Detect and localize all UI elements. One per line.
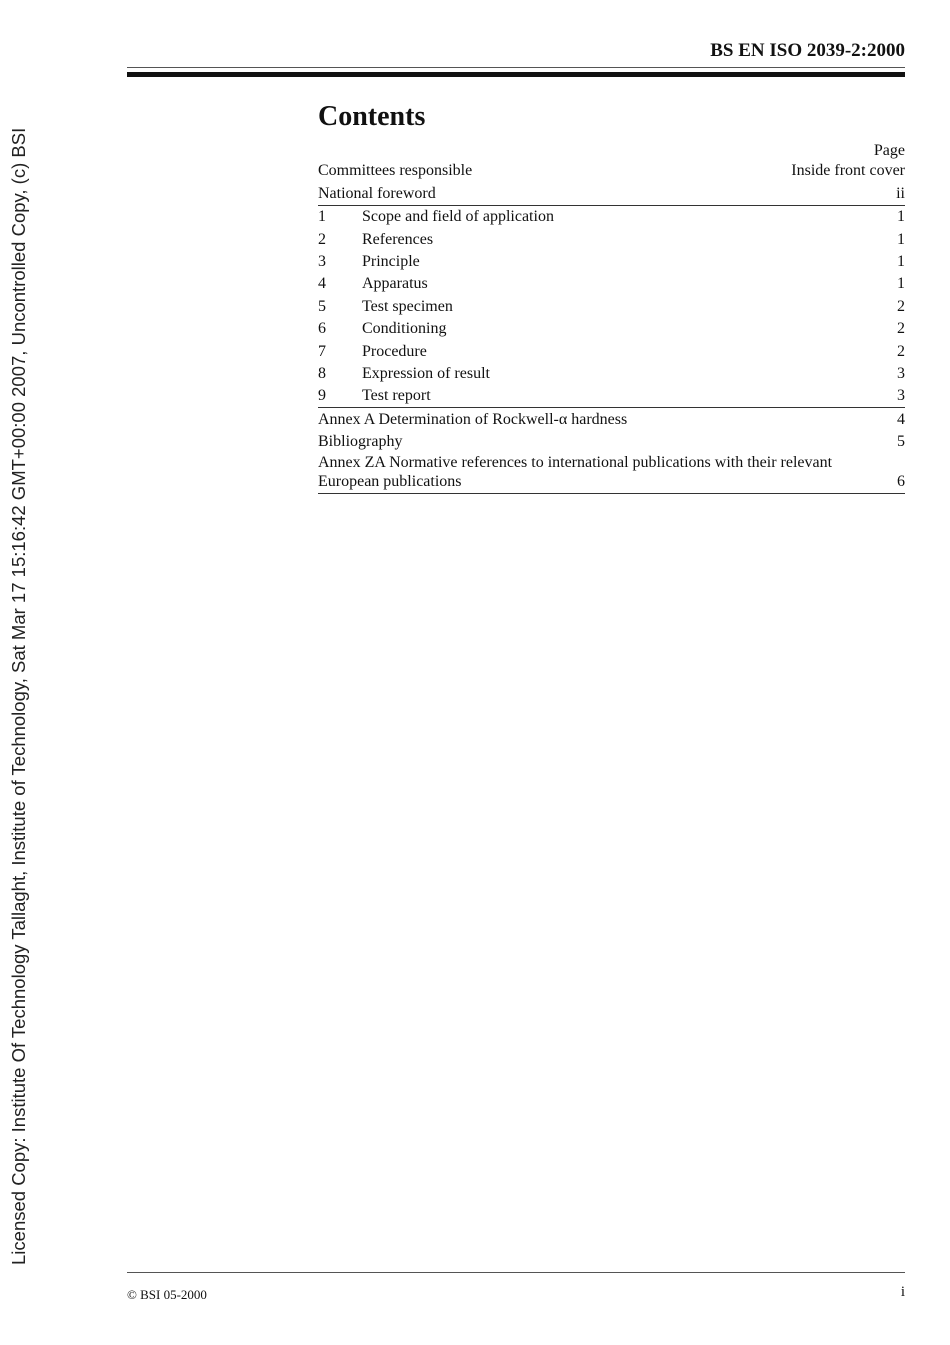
toc-section-page: 1 [897, 275, 905, 293]
table-of-contents [318, 142, 905, 494]
page-number: i [900, 1284, 905, 1300]
toc-section-label: Principle [362, 252, 420, 270]
toc-section-label: References [362, 230, 434, 248]
toc-section-5[interactable] [318, 295, 905, 317]
copyright-notice: © BSI 05-2000 [127, 1287, 207, 1302]
toc-section-label: Procedure [362, 342, 427, 360]
toc-section-7[interactable] [318, 340, 905, 362]
toc-section-4[interactable] [318, 273, 905, 295]
toc-section-number: 4 [318, 275, 326, 293]
toc-section-number: 6 [318, 320, 326, 338]
header-rule-thick [127, 72, 905, 77]
toc-entry-page: 4 [897, 410, 905, 428]
toc-section-page: 2 [897, 320, 905, 338]
toc-section-label: Scope and field of application [362, 208, 554, 226]
toc-section-number: 5 [318, 297, 326, 315]
toc-entry-page: 5 [897, 433, 905, 451]
toc-section-page: 3 [897, 364, 905, 382]
toc-section-page: 2 [897, 297, 905, 315]
toc-section-page: 1 [897, 230, 905, 248]
toc-entry-page: 6 [897, 473, 905, 491]
toc-section-number: 8 [318, 364, 326, 382]
toc-entry-label: Annex ZA Normative references to international publications with their relevant European publications [318, 454, 833, 491]
toc-section-label: Apparatus [362, 275, 428, 293]
toc-entry-national-foreword[interactable] [318, 182, 905, 205]
toc-section-page: 2 [897, 342, 905, 360]
toc-entry-annex-a[interactable] [318, 408, 905, 430]
header-rule-thin [127, 67, 905, 68]
toc-entry-committees[interactable] [318, 160, 905, 182]
toc-section-label: Test specimen [362, 297, 453, 315]
toc-section-3[interactable] [318, 251, 905, 273]
toc-section-number: 7 [318, 342, 326, 360]
license-watermark: Licensed Copy: Institute Of Technology Tallaght, Institute of Technology, Sat Mar 17 15:16:42 GMT+00:00 2007, Uncontrolled Copy, (c) BSI [8, 127, 29, 1265]
toc-section-number: 3 [318, 252, 326, 270]
footer-rule [127, 1272, 905, 1273]
toc-entry-annex-za[interactable] [318, 453, 905, 494]
page-column-heading: Page [873, 142, 905, 159]
toc-section-number: 9 [318, 387, 326, 405]
toc-section-page: 1 [897, 208, 905, 226]
toc-entry-label: Committees responsible [318, 162, 473, 180]
toc-entry-page: ii [896, 184, 905, 202]
toc-entry-bibliography[interactable] [318, 431, 905, 453]
toc-section-number: 2 [318, 230, 326, 248]
toc-entry-label: Bibliography [318, 433, 403, 451]
contents-title: Contents [318, 101, 426, 132]
toc-entry-label: National foreword [318, 184, 436, 202]
toc-entry-label: Annex A Determination of Rockwell-α hardness [318, 410, 628, 428]
toc-section-6[interactable] [318, 318, 905, 340]
toc-section-8[interactable] [318, 363, 905, 385]
toc-section-label: Conditioning [362, 320, 447, 338]
toc-section-label: Expression of result [362, 364, 490, 382]
toc-section-page: 1 [897, 252, 905, 270]
toc-section-label: Test report [362, 387, 431, 405]
toc-section-page: 3 [897, 387, 905, 405]
toc-section-2[interactable] [318, 228, 905, 250]
document-id: BS EN ISO 2039-2:2000 [710, 40, 905, 61]
toc-section-number: 1 [318, 208, 326, 226]
toc-section-9[interactable] [318, 385, 905, 408]
toc-entry-page: Inside front cover [791, 162, 905, 180]
toc-section-1[interactable] [318, 206, 905, 228]
